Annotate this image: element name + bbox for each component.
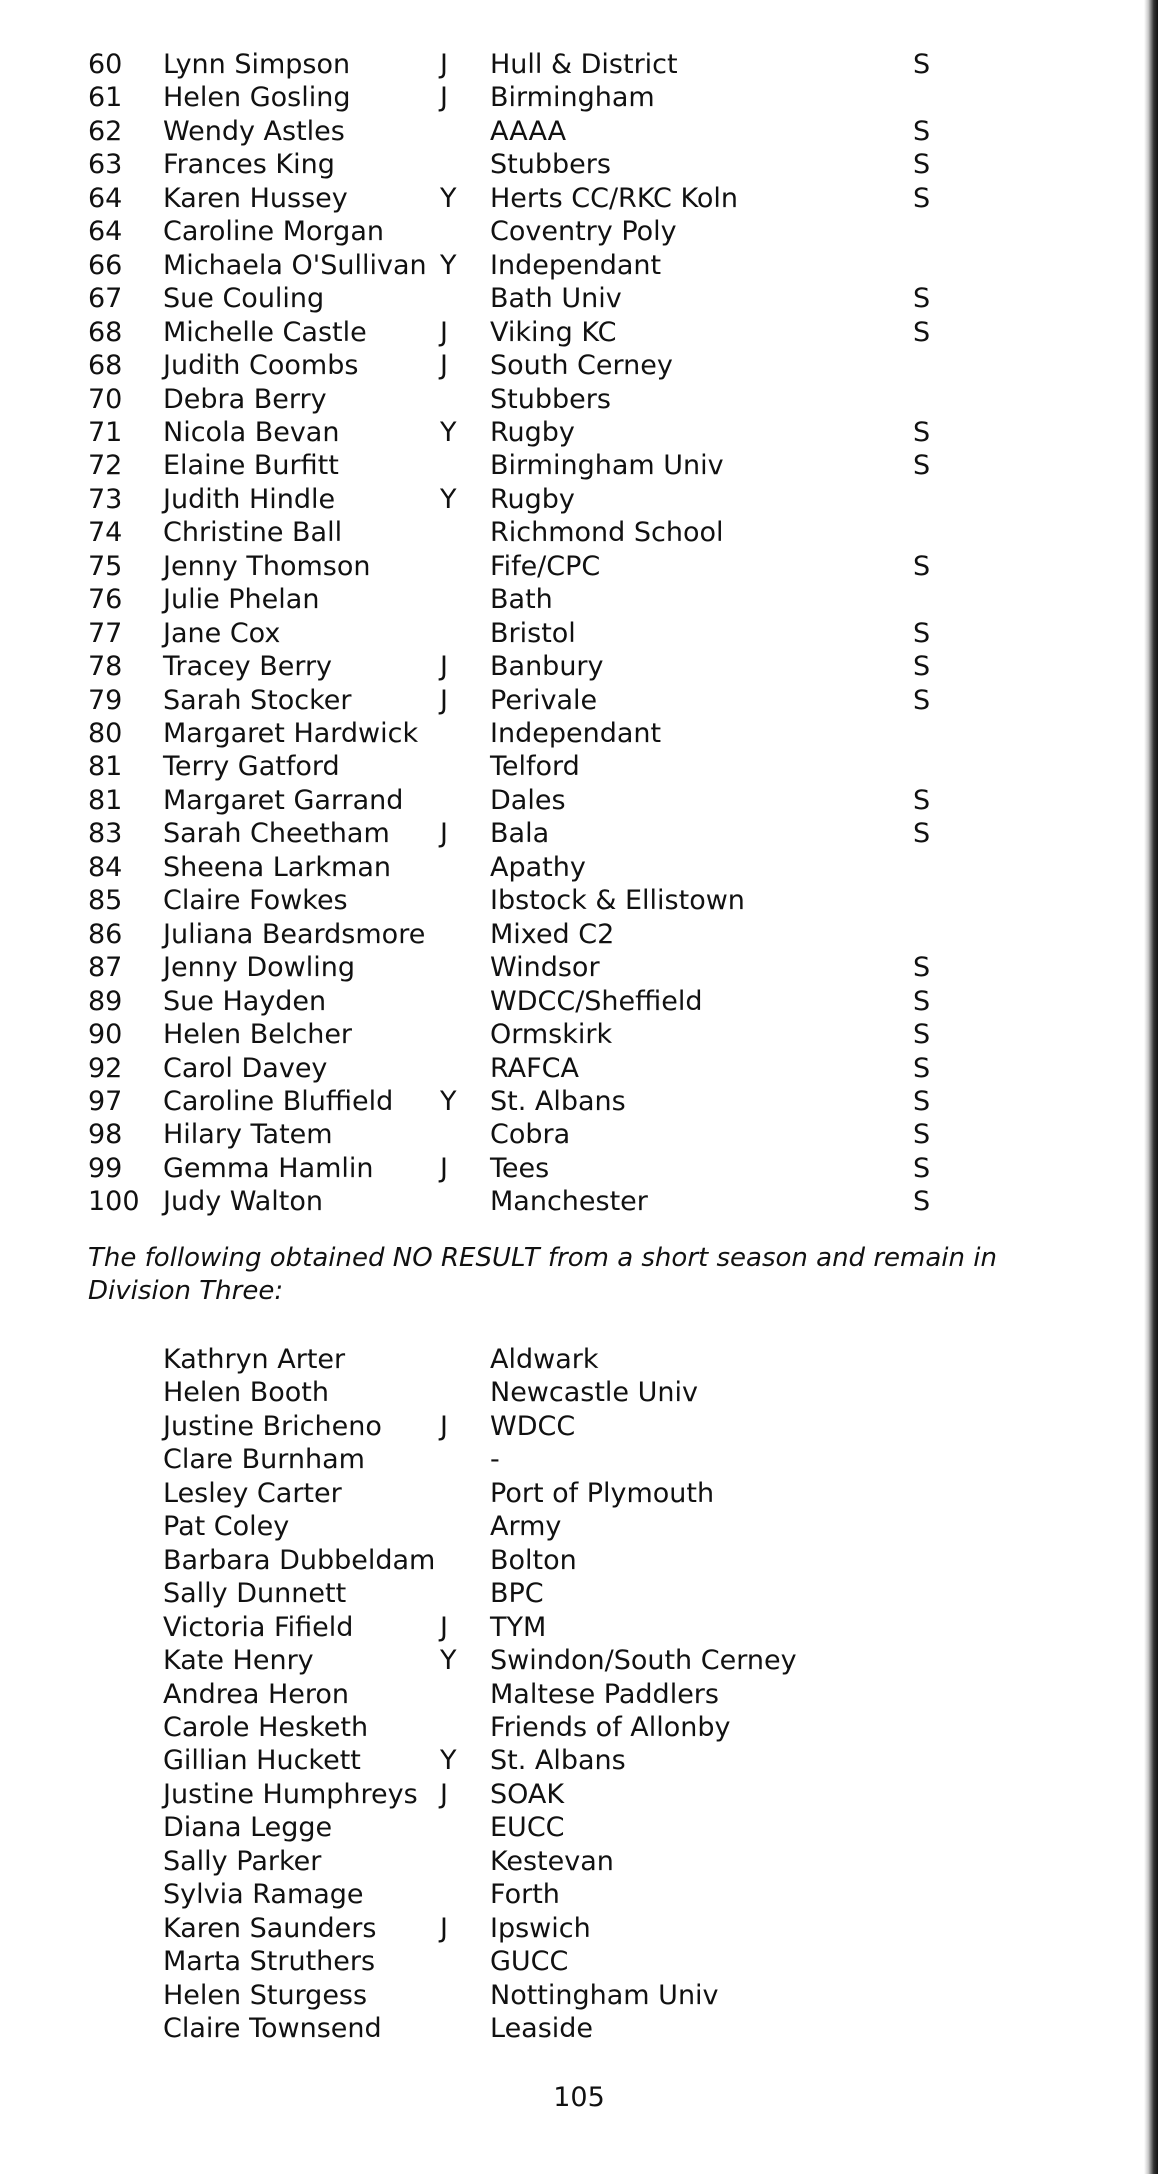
status: S [913, 952, 931, 984]
club: Telford [490, 751, 580, 783]
position: 72 [88, 450, 123, 482]
club: Windsor [490, 952, 600, 984]
competitor-name: Sheena Larkman [163, 851, 391, 883]
position: 62 [88, 115, 123, 147]
club: Banbury [490, 651, 604, 683]
status: S [913, 450, 931, 482]
club: South Cerney [490, 350, 673, 382]
club: Independant [490, 718, 662, 749]
competitor-name: Sylvia Ramage [163, 1879, 364, 1911]
club: Ormskirk [490, 1019, 613, 1051]
competitor-name: Helen Booth [163, 1377, 329, 1409]
competitor-name: Justine Bricheno [163, 1410, 382, 1442]
competitor-name: Tracey Berry [163, 651, 333, 683]
competitor-name: Karen Saunders [163, 1912, 377, 1944]
club: Bristol [490, 617, 576, 649]
competitor-name: Jane Cox [163, 617, 281, 649]
status: S [913, 149, 931, 181]
competitor-name: Debra Berry [163, 383, 327, 415]
club: Apathy [490, 851, 586, 883]
competitor-name: Lynn Simpson [163, 49, 351, 80]
club: Hull & District [490, 49, 678, 80]
competitor-name: Kathryn Arter [163, 1344, 346, 1375]
club: Maltese Paddlers [490, 1678, 719, 1710]
competitor-name: Sally Dunnett [163, 1578, 347, 1610]
competitor-name: Sarah Cheetham [163, 818, 390, 850]
status: S [913, 550, 931, 582]
competitor-name: Helen Gosling [163, 82, 351, 114]
club: Kestevan [490, 1845, 614, 1877]
status: S [913, 651, 931, 683]
competitor-name: Caroline Morgan [163, 216, 384, 248]
competitor-name: Carole Hesketh [163, 1711, 369, 1743]
category: J [440, 684, 448, 716]
position: 92 [88, 1052, 123, 1084]
competitor-name: Margaret Hardwick [163, 718, 419, 749]
position: 64 [88, 216, 123, 248]
competitor-name: Caroline Bluffield [163, 1085, 394, 1117]
position: 63 [88, 149, 123, 181]
competitor-name: Michaela O'Sullivan [163, 249, 427, 281]
position: 87 [88, 952, 123, 984]
category: J [440, 49, 448, 80]
competitor-name: Nicola Bevan [163, 416, 340, 448]
competitor-name: Margaret Garrand [163, 784, 404, 816]
category: J [440, 1611, 448, 1643]
competitor-name: Marta Struthers [163, 1946, 376, 1978]
status: S [913, 684, 931, 716]
status: S [913, 49, 931, 80]
club: Forth [490, 1879, 560, 1911]
status: S [913, 818, 931, 850]
competitor-name: Wendy Astles [163, 115, 345, 147]
club: Nottingham Univ [490, 1979, 719, 2011]
position: 98 [88, 1119, 123, 1151]
club: BPC [490, 1578, 544, 1610]
competitor-name: Judith Coombs [163, 350, 359, 382]
position: 67 [88, 283, 123, 315]
club: Cobra [490, 1119, 571, 1151]
competitor-name: Juliana Beardsmore [163, 918, 426, 950]
competitor-name: Sue Hayden [163, 985, 327, 1017]
status: S [913, 617, 931, 649]
category: J [440, 350, 448, 382]
category: J [440, 1778, 448, 1810]
club: Richmond School [490, 517, 724, 549]
club: Rugby [490, 483, 575, 515]
competitor-name: Julie Phelan [163, 584, 320, 616]
club: Ipswich [490, 1912, 591, 1944]
category: Y [440, 249, 457, 281]
competitor-name: Judy Walton [163, 1186, 324, 1218]
club: Manchester [490, 1186, 648, 1218]
position: 74 [88, 517, 123, 549]
position: 73 [88, 483, 123, 515]
club: Tees [490, 1152, 550, 1184]
club: Ibstock & Ellistown [490, 885, 745, 917]
club: St. Albans [490, 1085, 626, 1117]
status: S [913, 1186, 931, 1218]
status: S [913, 985, 931, 1017]
position: 85 [88, 885, 123, 917]
competitor-name: Gillian Huckett [163, 1745, 361, 1777]
position: 81 [88, 751, 123, 783]
competitor-name: Sue Couling [163, 283, 325, 315]
competitor-name: Justine Humphreys [163, 1778, 418, 1810]
competitor-name: Karen Hussey [163, 182, 348, 214]
position: 64 [88, 182, 123, 214]
position: 81 [88, 784, 123, 816]
category: J [440, 1410, 448, 1442]
competitor-name: Terry Gatford [163, 751, 340, 783]
category: J [440, 1152, 448, 1184]
position: 89 [88, 985, 123, 1017]
competitor-name: Jenny Thomson [163, 550, 371, 582]
competitor-name: Barbara Dubbeldam [163, 1544, 436, 1576]
club: Stubbers [490, 149, 611, 181]
club: Leaside [490, 2013, 594, 2044]
status: S [913, 182, 931, 214]
club: Bath [490, 584, 553, 616]
position: 90 [88, 1019, 123, 1051]
competitor-name: Claire Townsend [163, 2013, 382, 2044]
competitor-name: Carol Davey [163, 1052, 328, 1084]
competitor-name: Gemma Hamlin [163, 1152, 374, 1184]
competitor-name: Sarah Stocker [163, 684, 352, 716]
competitor-name: Jenny Dowling [163, 952, 356, 984]
club: - [490, 1444, 500, 1476]
competitor-name: Victoria Fifield [163, 1611, 354, 1643]
club: TYM [490, 1611, 547, 1643]
status: S [913, 1119, 931, 1151]
position: 99 [88, 1152, 123, 1184]
position: 86 [88, 918, 123, 950]
position: 77 [88, 617, 123, 649]
status: S [913, 115, 931, 147]
category: Y [440, 1085, 457, 1117]
competitor-name: Christine Ball [163, 517, 343, 549]
competitor-name: Michelle Castle [163, 316, 367, 348]
page-number: 105 [553, 2082, 605, 2113]
competitor-name: Claire Fowkes [163, 885, 348, 917]
competitor-name: Lesley Carter [163, 1477, 342, 1509]
category: J [440, 818, 448, 850]
position: 68 [88, 316, 123, 348]
category: J [440, 82, 448, 114]
club: Herts CC/RKC Koln [490, 182, 738, 214]
club: RAFCA [490, 1052, 579, 1084]
competitor-name: Frances King [163, 149, 335, 181]
club: Bala [490, 818, 550, 850]
category: J [440, 316, 448, 348]
club: Port of Plymouth [490, 1477, 715, 1509]
club: Perivale [490, 684, 598, 716]
position: 97 [88, 1085, 123, 1117]
page-edge-shadow [1144, 0, 1158, 2174]
club: Newcastle Univ [490, 1377, 698, 1409]
club: EUCC [490, 1812, 565, 1844]
club: Friends of Allonby [490, 1711, 731, 1743]
position: 76 [88, 584, 123, 616]
club: Army [490, 1511, 562, 1543]
category: J [440, 651, 448, 683]
position: 83 [88, 818, 123, 850]
status: S [913, 1052, 931, 1084]
position: 70 [88, 383, 123, 415]
no-result-note: The following obtained NO RESULT from a short season and remain in Division Three: [88, 1243, 997, 1306]
position: 61 [88, 82, 123, 114]
club: Swindon/South Cerney [490, 1645, 797, 1677]
position: 66 [88, 249, 123, 281]
competitor-name: Elaine Burfitt [163, 450, 339, 482]
position: 71 [88, 416, 123, 448]
competitor-name: Judith Hindle [163, 483, 336, 515]
position: 78 [88, 651, 123, 683]
position: 79 [88, 684, 123, 716]
competitor-name: Kate Henry [163, 1645, 314, 1677]
club: Stubbers [490, 383, 611, 415]
status: S [913, 1085, 931, 1117]
position: 80 [88, 718, 123, 749]
competitor-name: Hilary Tatem [163, 1119, 333, 1151]
competitor-name: Andrea Heron [163, 1678, 350, 1710]
club: Coventry Poly [490, 216, 677, 248]
club: St. Albans [490, 1745, 626, 1777]
competitor-name: Helen Sturgess [163, 1979, 368, 2011]
club: Mixed C2 [490, 918, 615, 950]
status: S [913, 1019, 931, 1051]
club: WDCC/Sheffield [490, 985, 703, 1017]
club: SOAK [490, 1778, 565, 1810]
club: GUCC [490, 1946, 569, 1978]
club: Aldwark [490, 1344, 599, 1375]
competitor-name: Pat Coley [163, 1511, 290, 1543]
club: Bolton [490, 1544, 577, 1576]
position: 75 [88, 550, 123, 582]
competitor-name: Sally Parker [163, 1845, 322, 1877]
club: Birmingham Univ [490, 450, 724, 482]
club: Birmingham [490, 82, 655, 114]
club: Bath Univ [490, 283, 622, 315]
status: S [913, 784, 931, 816]
competitor-name: Diana Legge [163, 1812, 333, 1844]
club: AAAA [490, 115, 567, 147]
category: Y [440, 1745, 457, 1777]
competitor-name: Helen Belcher [163, 1019, 353, 1051]
position: 100 [88, 1186, 140, 1218]
position: 60 [88, 49, 123, 80]
status: S [913, 316, 931, 348]
category: Y [440, 182, 457, 214]
status: S [913, 1152, 931, 1184]
club: WDCC [490, 1410, 576, 1442]
club: Dales [490, 784, 566, 816]
category: Y [440, 483, 457, 515]
club: Independant [490, 249, 662, 281]
competitor-name: Clare Burnham [163, 1444, 365, 1476]
category: Y [440, 416, 457, 448]
club: Rugby [490, 416, 575, 448]
club: Fife/CPC [490, 550, 601, 582]
position: 68 [88, 350, 123, 382]
status: S [913, 283, 931, 315]
category: Y [440, 1645, 457, 1677]
status: S [913, 416, 931, 448]
category: J [440, 1912, 448, 1944]
club: Viking KC [490, 316, 617, 348]
position: 84 [88, 851, 123, 883]
